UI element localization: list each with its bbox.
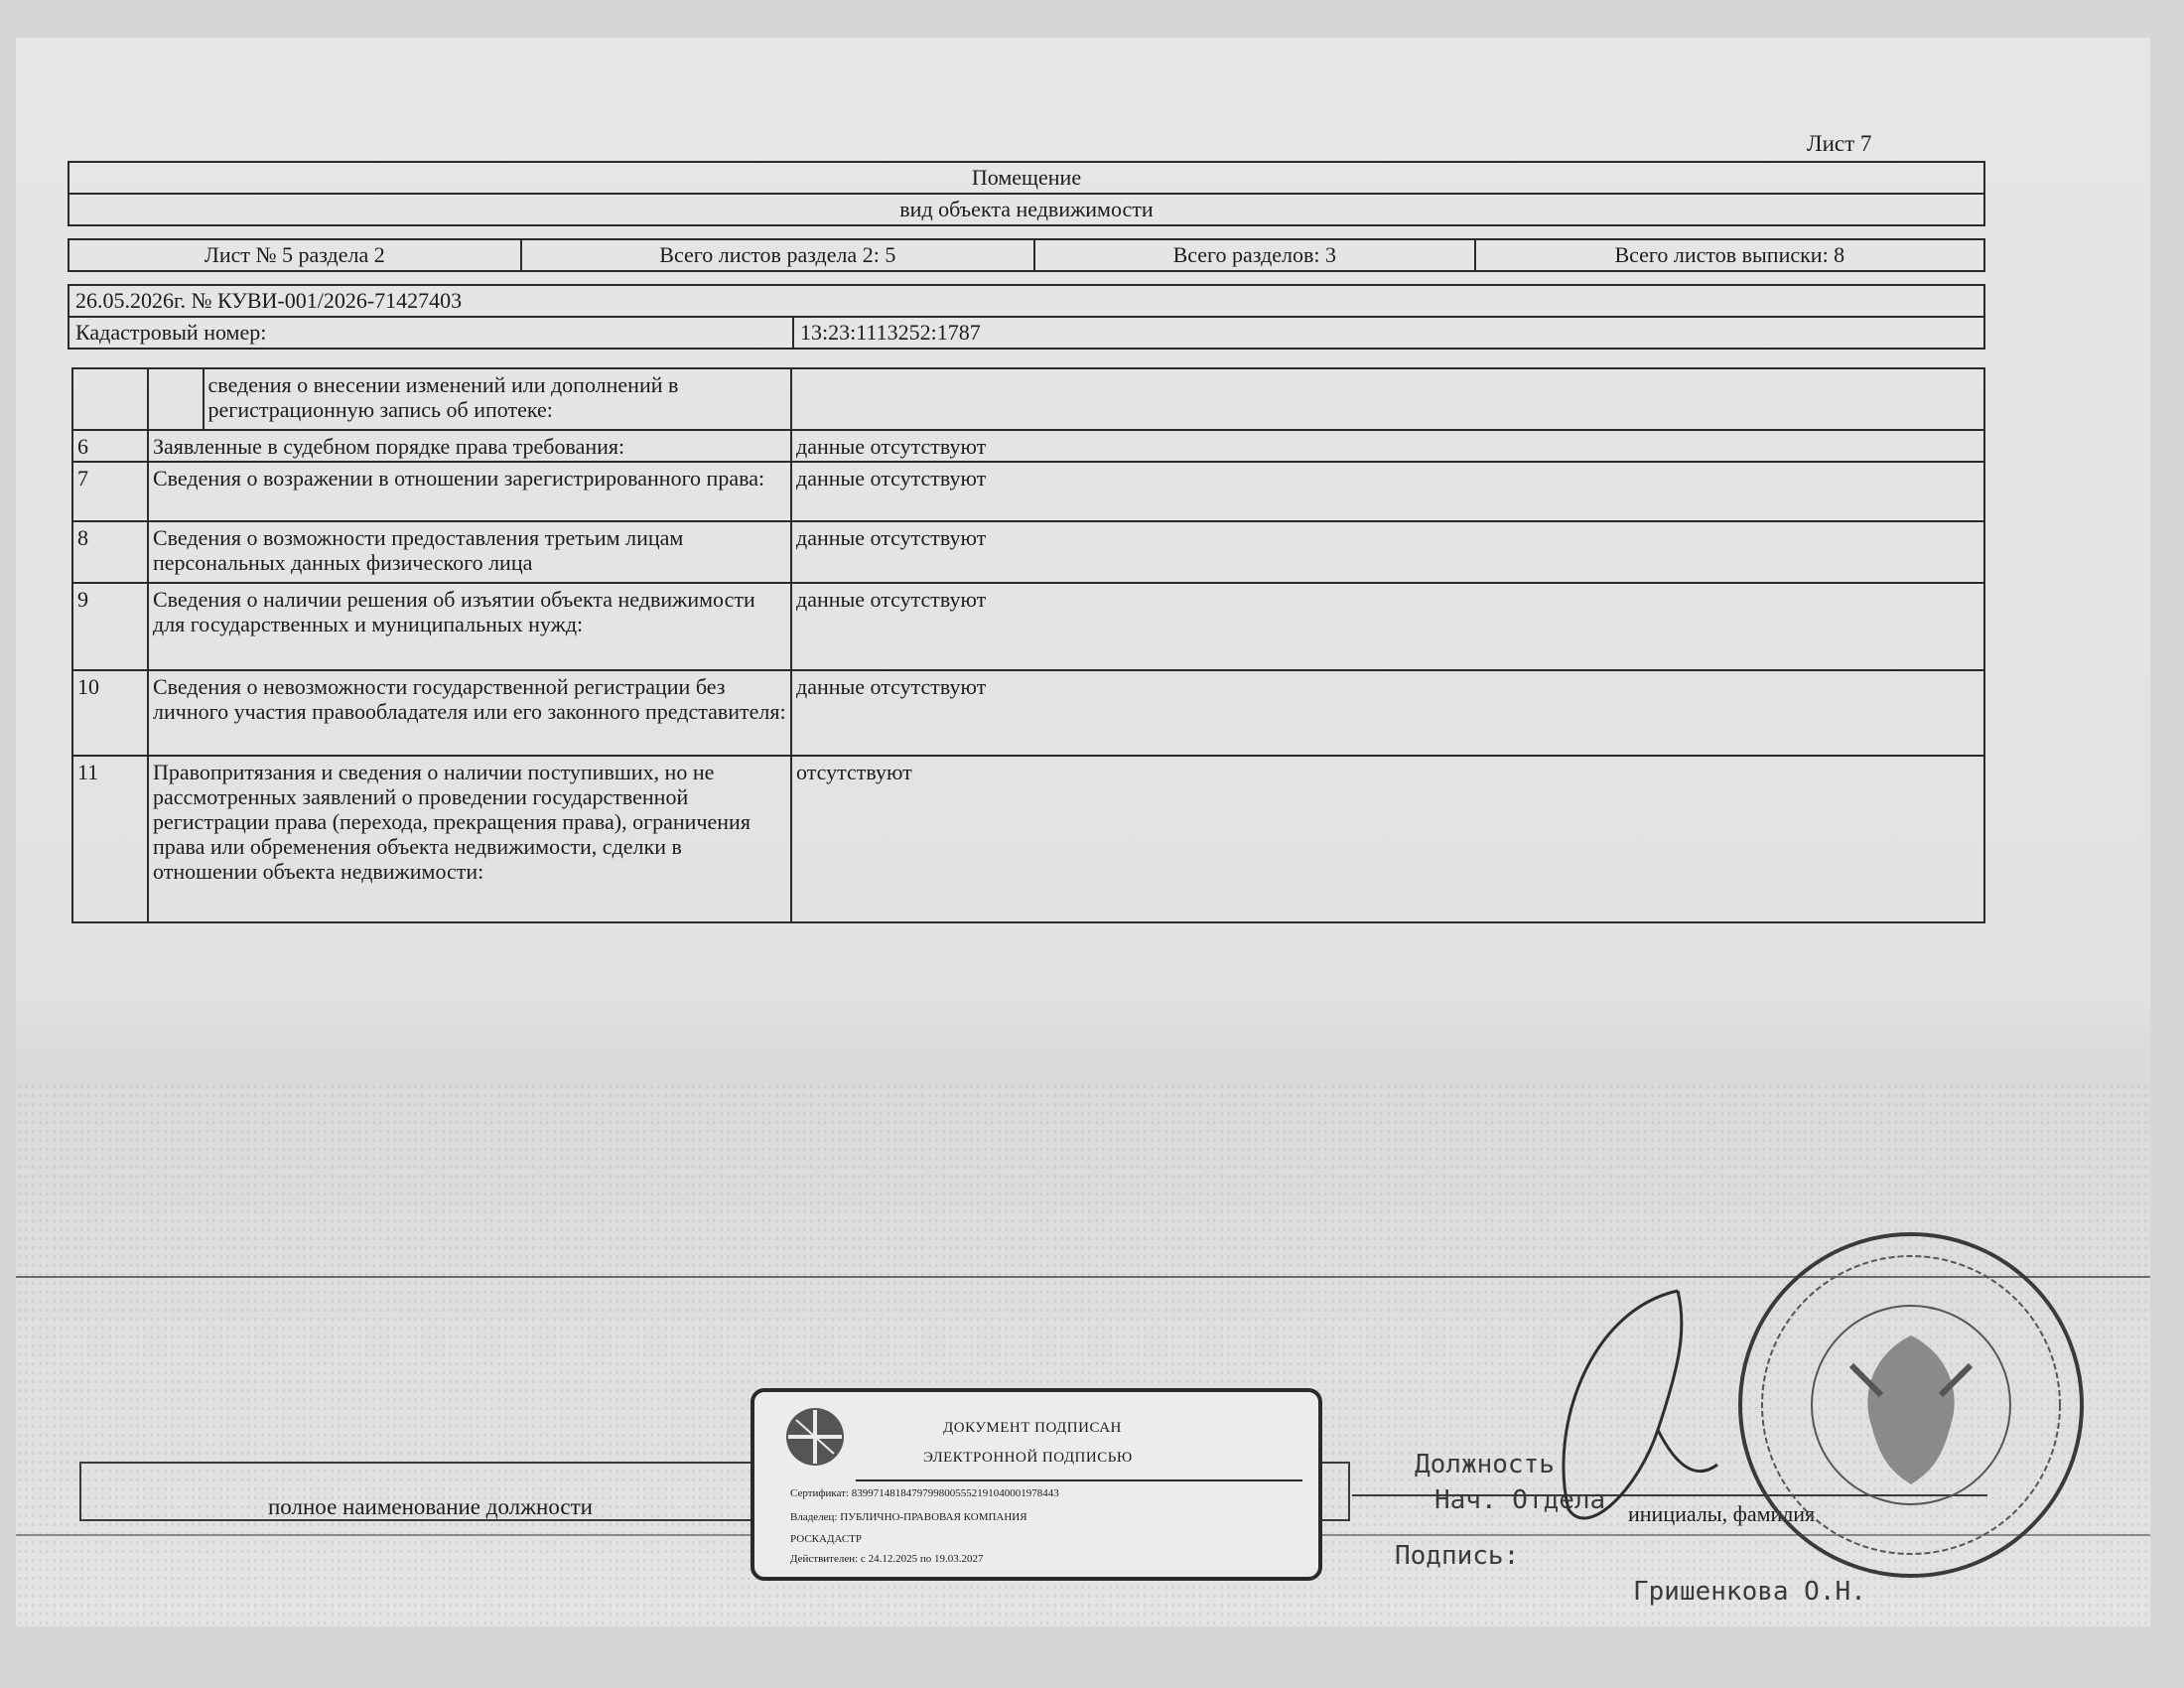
handwritten-name: Гришенкова О.Н. xyxy=(1633,1577,1866,1607)
row-number: 11 xyxy=(72,756,148,922)
row-label-text: сведения о внесении изменений или дополнений в регистрационную запись об ипотеке: xyxy=(207,372,679,422)
document-date-number: 26.05.2026г. № КУВИ-001/2026-71427403 xyxy=(68,284,1985,318)
sections-total: Всего разделов: 3 xyxy=(1035,240,1476,270)
cadastral-row xyxy=(68,318,1985,350)
row-value: данные отсутствуют xyxy=(791,670,1984,756)
row-label: Сведения о наличии решения об изъятии объекта недвижимости для государственных и муниципальных нужд: xyxy=(148,583,791,670)
table-row xyxy=(72,670,1984,756)
official-seal xyxy=(1732,1226,2090,1584)
stamp-rule xyxy=(856,1479,1302,1481)
row-value: отсутствуют xyxy=(791,756,1984,922)
table-row xyxy=(72,521,1984,583)
handwritten-signature xyxy=(1529,1271,1727,1539)
row-label xyxy=(148,368,791,430)
stamp-title: ДОКУМЕНТ ПОДПИСАН xyxy=(943,1420,1122,1436)
table-row xyxy=(72,583,1984,670)
stamp-certificate: Сертификат: 839971481847979980055521910400019784​43 xyxy=(790,1487,1059,1499)
handwritten-position-value: Нач. Отдела xyxy=(1434,1485,1606,1515)
electronic-signature-stamp xyxy=(751,1388,1322,1581)
row-value xyxy=(791,368,1984,430)
table-row xyxy=(72,430,1984,462)
row-number: 9 xyxy=(72,583,148,670)
table-row xyxy=(72,462,1984,521)
row-value: данные отсутствуют xyxy=(791,462,1984,521)
extract-sheets-total: Всего листов выписки: 8 xyxy=(1614,242,1845,267)
cadastral-number: 13:23:1113252:1787 xyxy=(800,320,981,345)
row-number: 10 xyxy=(72,670,148,756)
handwritten-position-label: Должность xyxy=(1415,1450,1555,1479)
row-number xyxy=(72,368,148,430)
row-label: Сведения о возражении в отношении зарегистрированного права: xyxy=(148,462,791,521)
row-label: Сведения о возможности предоставления третьим лицам персональных данных физического лица xyxy=(148,521,791,583)
row-number: 8 xyxy=(72,521,148,583)
stamp-subtitle: ЭЛЕКТРОННОЙ ПОДПИСЬЮ xyxy=(923,1450,1133,1466)
object-type-caption: вид объекта недвижимости xyxy=(68,195,1985,226)
object-type: Помещение xyxy=(68,161,1985,195)
stamp-validity: Действителен: с 24.12.2025 по 19.03.2027 xyxy=(790,1553,984,1565)
table-row xyxy=(72,756,1984,922)
row-value: данные отсутствуют xyxy=(791,521,1984,583)
handwritten-sign-label: Подпись: xyxy=(1395,1541,1520,1571)
stamp-owner: Владелец: ПУБЛИЧНО-ПРАВОВАЯ КОМПАНИЯ xyxy=(790,1511,1027,1523)
row-value: данные отсутствуют xyxy=(791,430,1984,462)
section-sheets-total: Всего листов раздела 2: 5 xyxy=(522,240,1035,270)
row-number: 7 xyxy=(72,462,148,521)
roskadastr-logo-icon xyxy=(784,1406,846,1468)
position-label: полное наименование должности xyxy=(268,1494,593,1519)
stamp-owner-name: РОСКАДАСТР xyxy=(790,1533,863,1545)
row-number: 6 xyxy=(72,430,148,462)
sheet-number: Лист № 5 раздела 2 xyxy=(69,240,522,270)
counts-row xyxy=(68,238,1985,272)
rights-table xyxy=(71,367,1985,923)
row-label: Правопритязания и сведения о наличии поступивших, но не рассмотренных заявлений о проведении государственной регистрации права (перехода, прекращения права), ограничения права или обременения объекта недвижимости, сделки в отношении объекта недвижимости: xyxy=(148,756,791,922)
initials-label: инициалы, фамилия xyxy=(1628,1501,1816,1526)
sheet-label: Лист 7 xyxy=(1807,131,1872,156)
row-value: данные отсутствуют xyxy=(791,583,1984,670)
row-label: Заявленные в судебном порядке права требования: xyxy=(148,430,791,462)
cadastral-label: Кадастровый номер: xyxy=(69,318,794,348)
table-row xyxy=(72,368,1984,430)
row-label: Сведения о невозможности государственной регистрации без личного участия правообладателя или его законного представителя: xyxy=(148,670,791,756)
